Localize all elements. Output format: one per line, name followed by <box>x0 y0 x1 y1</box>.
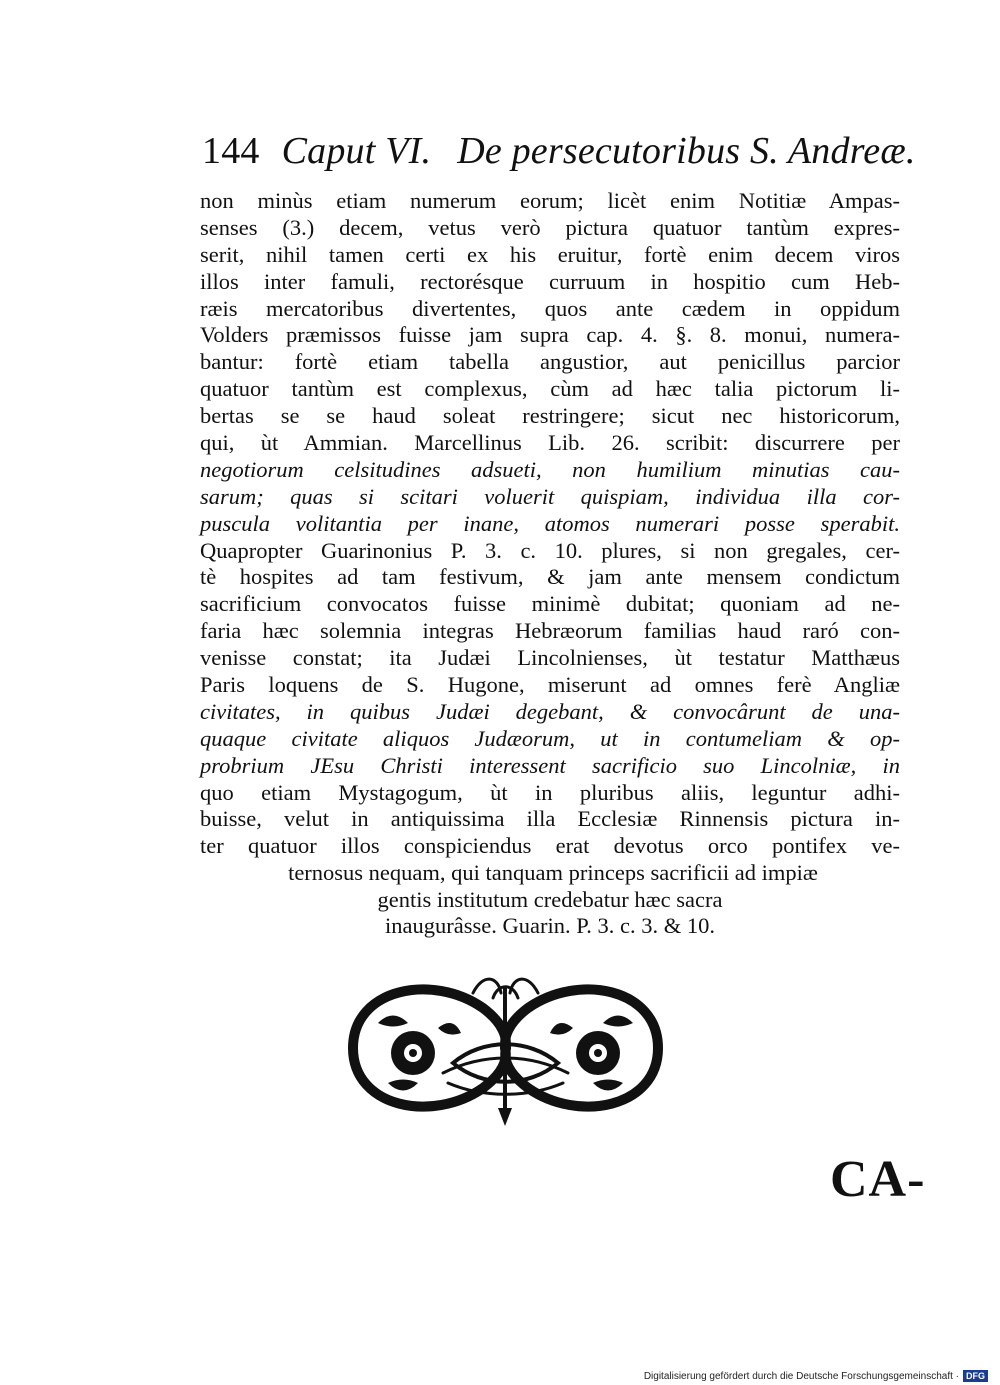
text-line: Volders præmissos fuisse jam supra cap. 4. §. 8. monui, numera- <box>200 322 900 348</box>
text-line: Paris loquens de S. Hugone, miserunt ad omnes ferè Angliæ <box>200 672 900 698</box>
running-header <box>202 128 916 174</box>
catchword: CA- <box>830 1151 926 1208</box>
closing-line: inaugurâsse. Guarin. P. 3. c. 3. & 10. <box>385 913 715 938</box>
text-line: senses (3.) decem, vetus verò pictura quatuor tantùm expres- <box>200 214 900 240</box>
footer-text: Digitalisierung gefördert durch die Deutsche Forschungsgemeinschaft · <box>643 1371 959 1382</box>
text-line: Quapropter Guarinonius P. 3. c. 10. plures, si non gregales, cer- <box>200 537 900 563</box>
text-line: tè hospites ad tam festivum, & jam ante mensem condictum <box>200 564 900 590</box>
text-line: quaque civitate aliquos Judæorum, ut in contumeliam & op- <box>200 725 900 751</box>
text-line: sacrificium convocatos fuisse minimè dubitat; quoniam ad ne- <box>200 591 900 617</box>
text-line: ræis mercatoribus divertentes, quos ante cædem in oppidum <box>200 295 900 321</box>
chapter-title: De persecutoribus S. Andreæ. <box>457 130 916 172</box>
text-line: civitates, in quibus Judæi degebant, & convocârunt de una- <box>200 698 900 724</box>
text-line: bantur: fortè etiam tabella angustior, aut penicillus parcior <box>200 349 900 375</box>
footer-credit <box>644 1370 988 1382</box>
ornament-vignette <box>333 968 678 1128</box>
text-line: probrium JEsu Christi interessent sacrificio suo Lincolniæ, in <box>200 752 900 778</box>
text-line: venisse constat; ita Judæi Lincolnienses, ùt testatur Matthæus <box>200 645 900 671</box>
closing-line: ternosus nequam, qui tanquam princeps sacrificii ad impiæ <box>288 860 818 885</box>
chapter-label: Caput VI. <box>281 130 432 172</box>
closing-lines <box>200 860 900 940</box>
dfg-logo: DFG <box>963 1370 988 1382</box>
body-text <box>200 188 900 860</box>
text-line: bertas se se haud soleat restringere; sicut nec historicorum, <box>200 403 900 429</box>
text-line: quo etiam Mystagogum, ùt in pluribus aliis, leguntur adhi- <box>200 779 900 805</box>
text-line: faria hæc solemnia integras Hebræorum familias haud raró con- <box>200 618 900 644</box>
text-line: sarum; quas si scitari voluerit quispiam, individua illa cor- <box>200 483 900 509</box>
text-line: puscula volitantia per inane, atomos numerari posse sperabit. <box>200 510 900 536</box>
text-line: qui, ùt Ammian. Marcellinus Lib. 26. scribit: discurrere per <box>200 430 900 456</box>
text-line: illos inter famuli, rectorésque curruum in hospitio cum Heb- <box>200 268 900 294</box>
text-line: ter quatuor illos conspiciendus erat devotus orco pontifex ve- <box>200 833 900 859</box>
text-line: serit, nihil tamen certi ex his eruitur, fortè enim decem viros <box>200 241 900 267</box>
text-line: quatuor tantùm est complexus, cùm ad hæc talia pictorum li- <box>200 376 900 402</box>
text-line: non minùs etiam numerum eorum; licèt enim Notitiæ Ampas- <box>200 188 900 213</box>
text-line: negotiorum celsitudines adsueti, non humilium minutias cau- <box>200 456 900 482</box>
page-number: 144 <box>202 130 260 172</box>
text-line: buisse, velut in antiquissima illa Ecclesiæ Rinnensis pictura in- <box>200 806 900 832</box>
closing-line: gentis institutum credebatur hæc sacra <box>377 886 723 912</box>
